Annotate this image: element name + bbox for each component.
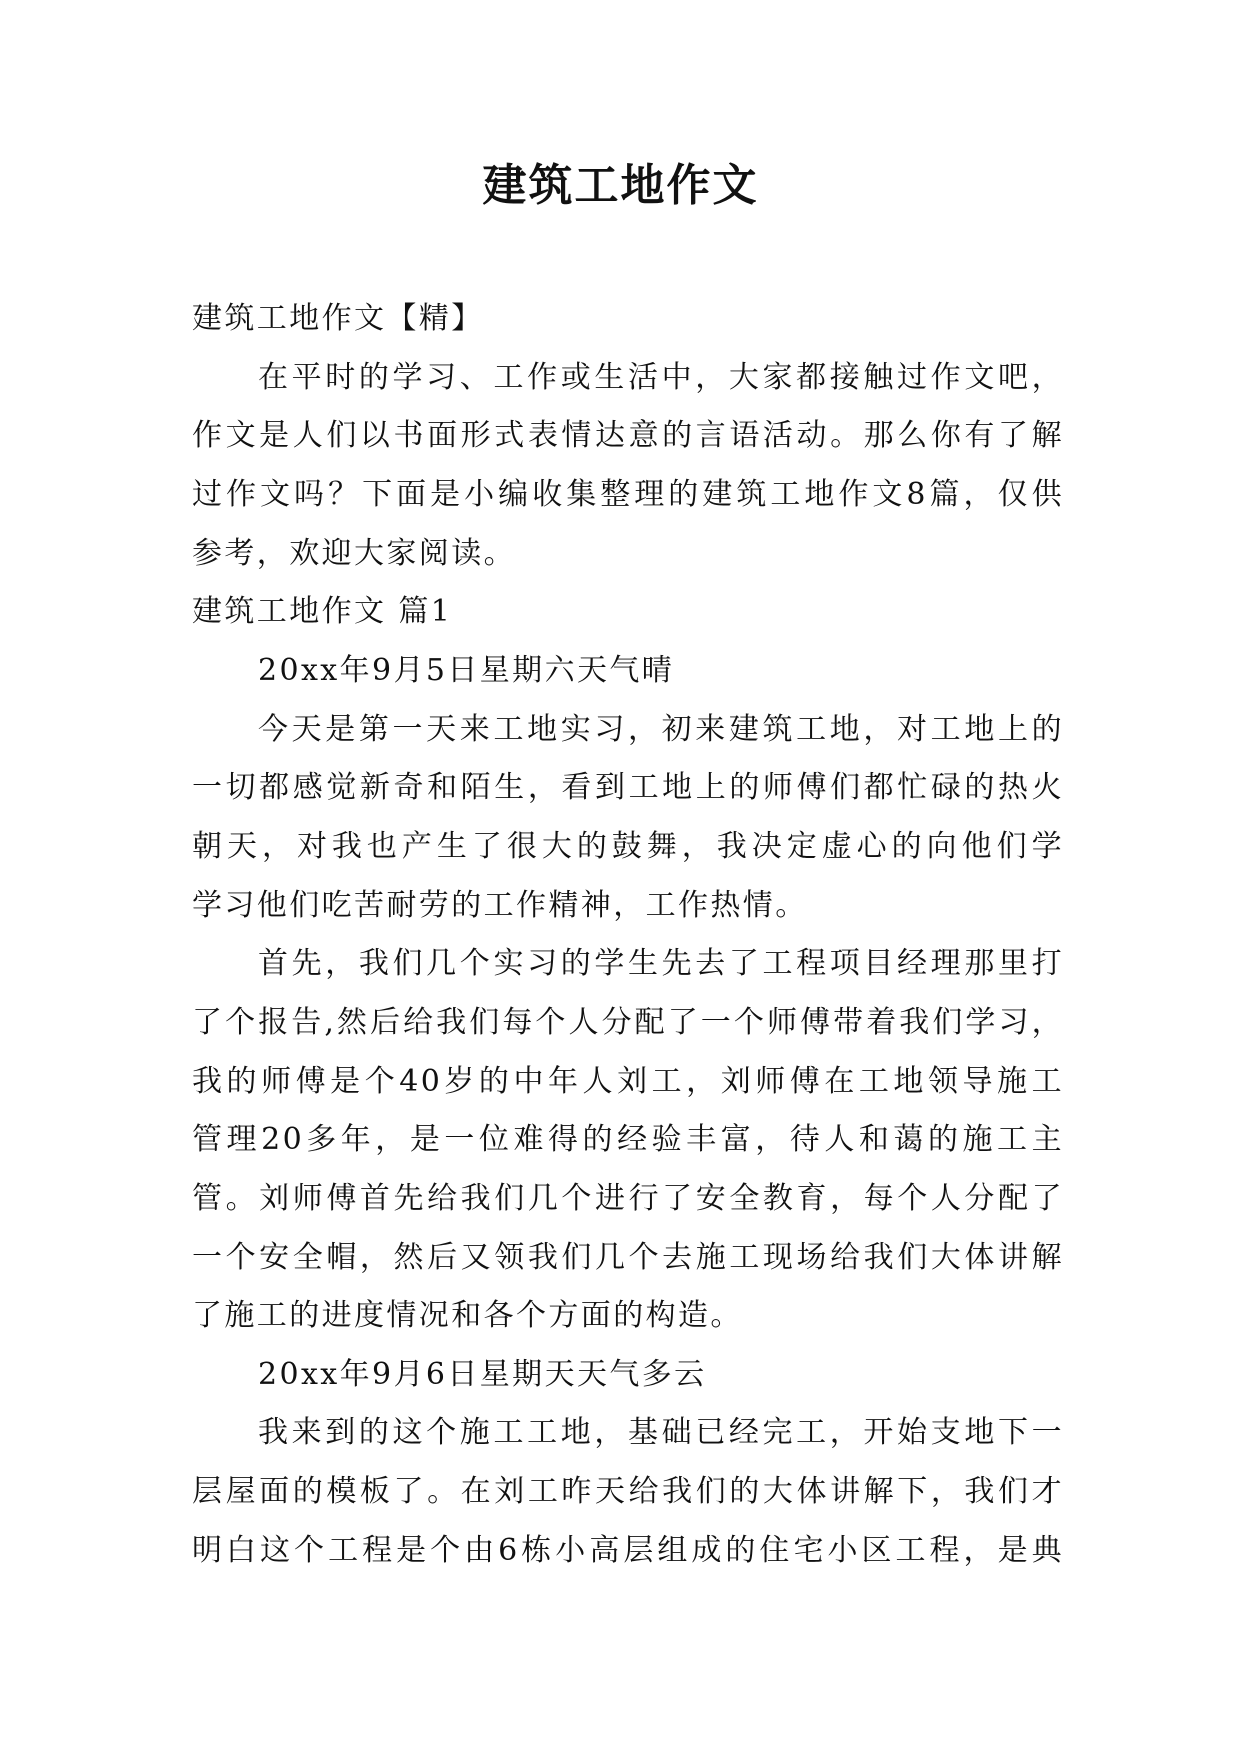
paragraph-line: 在平时的学习、工作或生活中，大家都接触过作文吧， — [258, 359, 1064, 395]
paragraph-line: 了个报告,然后给我们每个人分配了一个师傅带着我们学习， — [192, 1004, 1064, 1040]
document-body — [192, 290, 1064, 1580]
paragraph-line: 我的师傅是个40岁的中年人刘工，刘师傅在工地领导施工 — [192, 1063, 1064, 1099]
paragraph-line: 建筑工地作文 篇1 — [192, 594, 453, 630]
paragraph-line: 20xx年9月6日星期天天气多云 — [258, 1356, 707, 1392]
paragraph — [192, 701, 1064, 936]
diary-date — [192, 642, 1064, 701]
paragraph-line: 明白这个工程是个由6栋小高层组成的住宅小区工程，是典 — [192, 1532, 1064, 1568]
paragraph-line: 层屋面的模板了。在刘工昨天给我们的大体讲解下，我们才 — [192, 1474, 1064, 1510]
paragraph-line: 我来到的这个施工工地，基础已经完工，开始支地下一 — [258, 1415, 1064, 1451]
paragraph-line: 20xx年9月5日星期六天气晴 — [258, 652, 675, 688]
paragraph-line: 过作文吗？下面是小编收集整理的建筑工地作文8篇，仅供 — [192, 476, 1064, 512]
document-title: 建筑工地作文 — [482, 160, 759, 211]
paragraph-line: 参考，欢迎大家阅读。 — [192, 535, 516, 571]
paragraph-line: 首先，我们几个实习的学生先去了工程项目经理那里打 — [258, 946, 1064, 982]
section-heading — [192, 583, 1064, 642]
paragraph-line: 一个安全帽，然后又领我们几个去施工现场给我们大体讲解 — [192, 1239, 1064, 1275]
diary-date — [192, 1346, 1064, 1405]
paragraph — [192, 1404, 1064, 1580]
paragraph-line: 朝天，对我也产生了很大的鼓舞，我决定虚心的向他们学 — [192, 828, 1064, 864]
paragraph-line: 了施工的进度情况和各个方面的构造。 — [192, 1298, 743, 1334]
paragraph-intro — [192, 349, 1064, 584]
paragraph-line: 今天是第一天来工地实习，初来建筑工地，对工地上的 — [258, 711, 1064, 747]
paragraph-line: 学习他们吃苦耐劳的工作精神，工作热情。 — [192, 887, 808, 923]
paragraph-line: 作文是人们以书面形式表情达意的言语活动。那么你有了解 — [192, 418, 1064, 454]
paragraph-line: 一切都感觉新奇和陌生，看到工地上的师傅们都忙碌的热火 — [192, 770, 1064, 806]
paragraph-line: 管理20多年，是一位难得的经验丰富，待人和蔼的施工主 — [192, 1122, 1064, 1158]
paragraph-line: 管。刘师傅首先给我们几个进行了安全教育，每个人分配了 — [192, 1180, 1064, 1216]
paragraph — [192, 935, 1064, 1346]
paragraph-heading — [192, 290, 1064, 349]
paragraph-line: 建筑工地作文【精】 — [192, 301, 484, 336]
